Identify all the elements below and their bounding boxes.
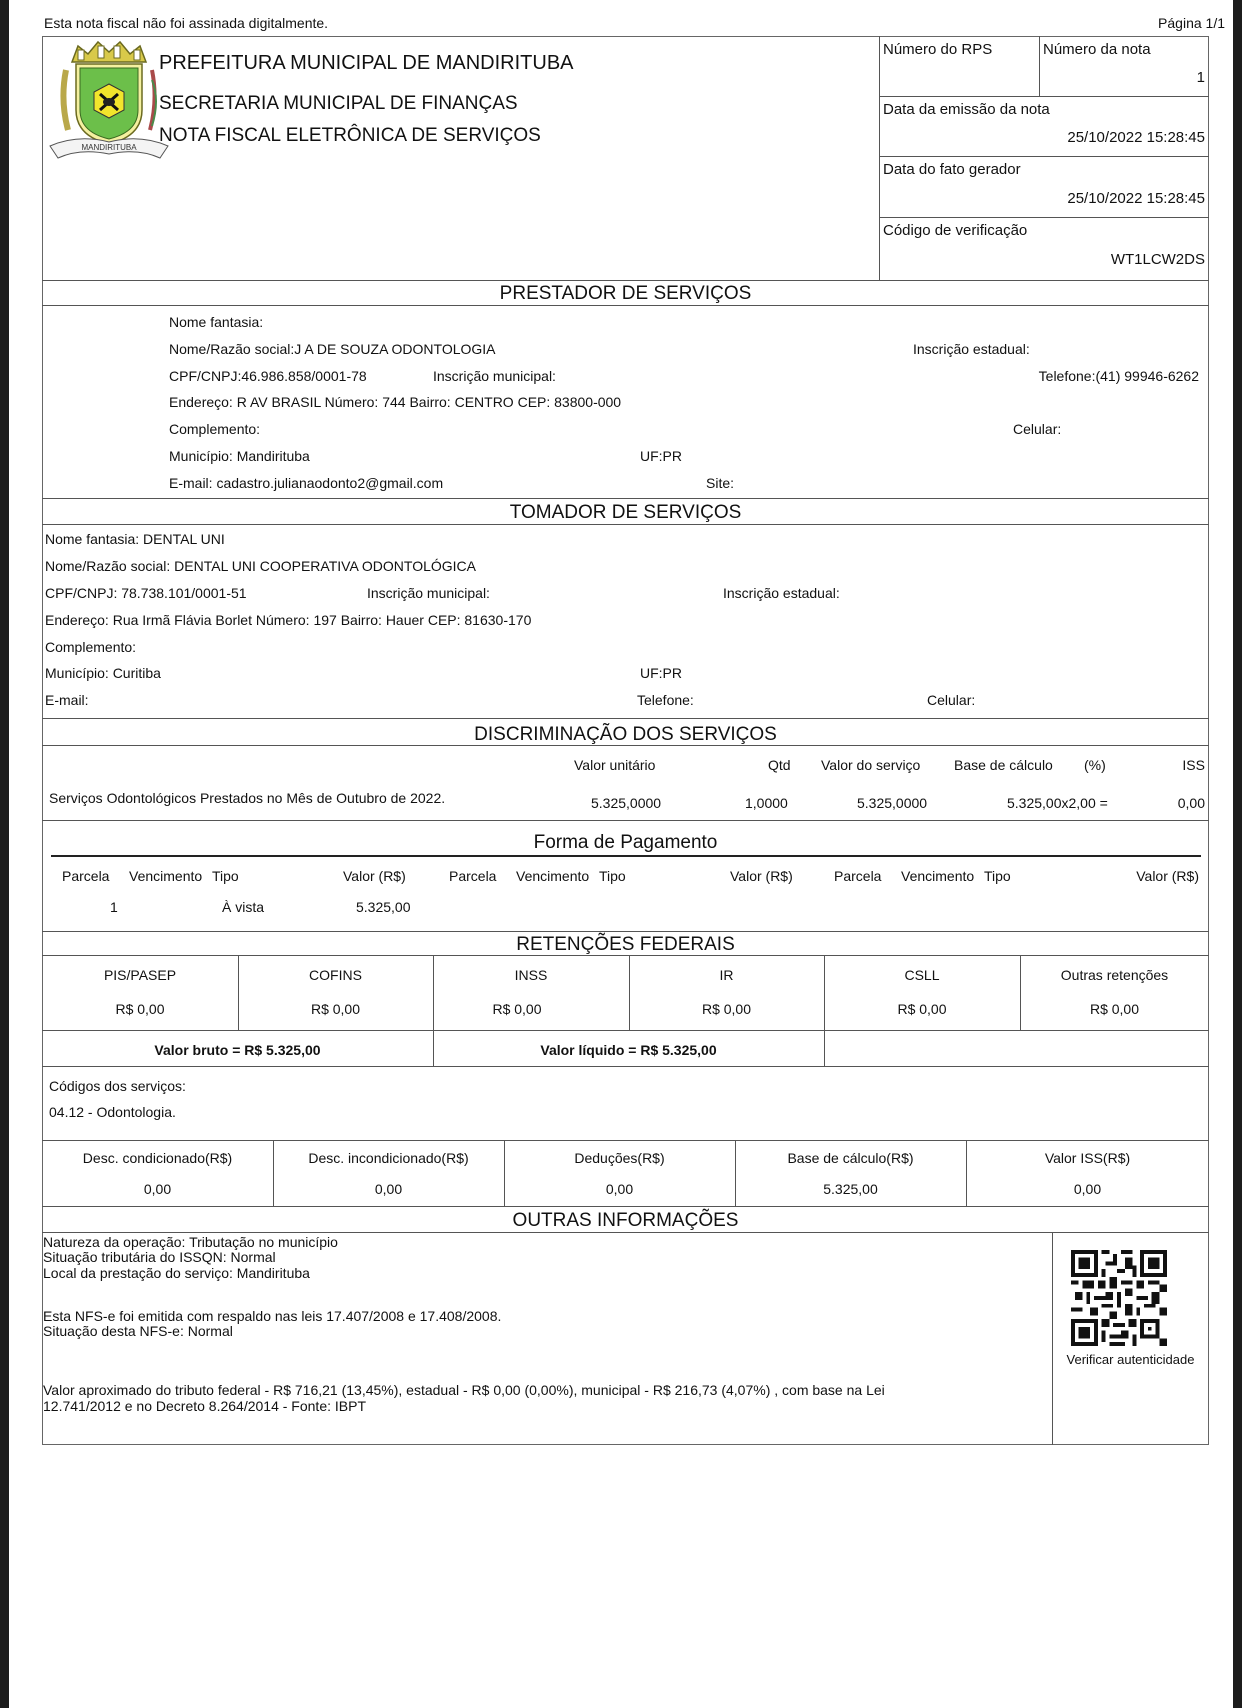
situacao-tributaria: Situação tributária do ISSQN: Normal [43, 1249, 276, 1265]
tomador-cnpj: CPF/CNPJ: 78.738.101/0001-51 [45, 585, 247, 601]
servico-iss: 0,00 [1177, 795, 1205, 811]
tomador-section-title: TOMADOR DE SERVIÇOS [509, 502, 742, 523]
prestador-razao-social: Nome/Razão social:J A DE SOUZA ODONTOLOGIA [169, 341, 496, 357]
invoice-page [9, 0, 1233, 1708]
tomador-inscricao-estadual: Inscrição estadual: [723, 585, 840, 601]
pag-valor-value: 5.325,00 [356, 899, 411, 915]
pag-col-tipo-2: Tipo [599, 868, 626, 884]
verificar-autenticidade-link[interactable]: Verificar autenticidade [1066, 1352, 1195, 1367]
pag-col-parcela-1: Parcela [62, 868, 110, 884]
retencao-inss-label: INSS [514, 967, 548, 983]
pag-col-parcela-3: Parcela [834, 868, 882, 884]
pag-col-valor-3: Valor (R$) [1136, 868, 1199, 884]
tributos-aproximados-line2: 12.741/2012 e no Decreto 8.264/2014 - Fonte: IBPT [43, 1398, 366, 1414]
pag-col-valor-1: Valor (R$) [343, 868, 406, 884]
servico-qtd: 1,0000 [745, 795, 788, 811]
pag-col-vencimento-1: Vencimento [129, 868, 203, 884]
emissao-label: Data da emissão da nota [883, 101, 1050, 118]
codigo-verificacao-value: WT1LCW2DS [1110, 251, 1205, 268]
discriminacao-section-title: DISCRIMINAÇÃO DOS SERVIÇOS [474, 724, 777, 745]
tomador-celular: Celular: [927, 692, 976, 708]
retencao-ir-label: IR [719, 967, 734, 983]
outras-section-title: OUTRAS INFORMAÇÕES [512, 1210, 739, 1231]
valor-liquido: Valor líquido = R$ 5.325,00 [540, 1042, 717, 1058]
servico-descricao: Serviços Odontológicos Prestados no Mês de Outubro de 2022. [49, 790, 446, 806]
rps-label: Número do RPS [883, 41, 993, 58]
fato-gerador-label: Data do fato gerador [883, 161, 1021, 178]
prestador-inscricao-municipal: Inscrição municipal: [433, 368, 556, 384]
retencao-cofins-value: R$ 0,00 [310, 1001, 361, 1017]
prestador-celular: Celular: [1013, 421, 1062, 437]
col-base-calculo: Base de cálculo [954, 757, 1053, 773]
servico-base-aliquota: 5.325,00x2,00 = [1007, 795, 1108, 811]
col-iss: ISS [1182, 757, 1205, 773]
desc-incondicionado-label: Desc. incondicionado(R$) [308, 1150, 469, 1166]
page-indicator: Página 1/1 [1158, 15, 1225, 31]
pag-parcela-value: 1 [110, 899, 118, 915]
col-valor-unitario: Valor unitário [574, 757, 656, 773]
nota-number-value: 1 [1196, 69, 1205, 86]
tomador-complemento: Complemento: [45, 639, 137, 655]
valor-iss-value: 0,00 [1073, 1181, 1102, 1197]
pag-col-vencimento-3: Vencimento [901, 868, 975, 884]
tomador-nome-fantasia: Nome fantasia: DENTAL UNI [45, 531, 225, 547]
emissao-value: 25/10/2022 15:28:45 [1067, 129, 1205, 146]
retencao-pis-value: R$ 0,00 [115, 1001, 165, 1017]
pag-col-valor-2: Valor (R$) [730, 868, 793, 884]
prestador-municipio: Município: Mandirituba [169, 448, 310, 464]
prestador-inscricao-estadual: Inscrição estadual: [913, 341, 1030, 357]
base-calculo-value: 5.325,00 [823, 1181, 878, 1197]
codigos-value: 04.12 - Odontologia. [49, 1104, 176, 1120]
pag-col-parcela-2: Parcela [449, 868, 497, 884]
local-prestacao: Local da prestação do serviço: Mandirituba [43, 1265, 310, 1281]
pag-tipo-value: À vista [222, 899, 265, 915]
prestador-endereco: Endereço: R AV BRASIL Número: 744 Bairro: CENTRO CEP: 83800-000 [169, 394, 622, 410]
svg-text:MANDIRITUBA: MANDIRITUBA [81, 143, 137, 152]
retencao-outras-value: R$ 0,00 [1089, 1001, 1140, 1017]
desc-incondicionado-value: 0,00 [374, 1181, 403, 1197]
prestador-cnpj: CPF/CNPJ:46.986.858/0001-78 [169, 368, 367, 384]
municipal-coat-of-arms-icon [48, 40, 170, 165]
prestador-telefone: Telefone:(41) 99946-6262 [1038, 368, 1199, 384]
header-nota-fiscal-title: NOTA FISCAL ELETRÔNICA DE SERVIÇOS [159, 125, 541, 146]
desc-condicionado-value: 0,00 [143, 1181, 172, 1197]
natureza-operacao: Natureza da operação: Tributação no município [43, 1234, 338, 1250]
prestador-uf: UF:PR [640, 448, 682, 464]
deducoes-value: 0,00 [605, 1181, 634, 1197]
servico-valor: 5.325,0000 [857, 795, 928, 811]
retencao-outras-label: Outras retenções [1060, 967, 1169, 983]
tomador-razao-social: Nome/Razão social: DENTAL UNI COOPERATIVA ODONTOLÓGICA [45, 558, 476, 574]
base-calculo-label: Base de cálculo(R$) [787, 1150, 914, 1166]
retencao-pis-label: PIS/PASEP [103, 967, 177, 983]
retencao-csll-value: R$ 0,00 [897, 1001, 947, 1017]
tomador-telefone: Telefone: [637, 692, 694, 708]
retencao-ir-value: R$ 0,00 [701, 1001, 752, 1017]
header-secretaria: SECRETARIA MUNICIPAL DE FINANÇAS [159, 93, 518, 114]
codigos-label: Códigos dos serviços: [49, 1078, 186, 1094]
valor-bruto: Valor bruto = R$ 5.325,00 [154, 1042, 321, 1058]
retencoes-section-title: RETENÇÕES FEDERAIS [516, 934, 735, 955]
tributos-aproximados-line1: Valor aproximado do tributo federal - R$ 716,21 (13,45%), estadual - R$ 0,00 (0,00%), municipal - R$ 216,73 (4,07%) , com base na Lei [43, 1382, 885, 1398]
qr-code-icon[interactable] [1071, 1250, 1167, 1346]
prestador-site: Site: [706, 475, 735, 491]
retencao-csll-label: CSLL [904, 967, 940, 983]
desc-condicionado-label: Desc. condicionado(R$) [82, 1150, 233, 1166]
header-prefeitura: PREFEITURA MUNICIPAL DE MANDIRITUBA [159, 52, 574, 74]
retencao-inss-value: R$ 0,00 [492, 1001, 542, 1017]
pag-col-tipo-3: Tipo [984, 868, 1011, 884]
signature-notice: Esta nota fiscal não foi assinada digitalmente. [44, 15, 329, 31]
deducoes-label: Deduções(R$) [574, 1150, 665, 1166]
fato-gerador-value: 25/10/2022 15:28:45 [1067, 190, 1205, 207]
nota-number-label: Número da nota [1043, 41, 1151, 58]
col-valor-servico: Valor do serviço [821, 757, 921, 773]
retencao-cofins-label: COFINS [309, 967, 362, 983]
tomador-uf: UF:PR [640, 665, 682, 681]
codigo-verificacao-label: Código de verificação [883, 222, 1028, 239]
pagamento-section-title: Forma de Pagamento [533, 832, 718, 853]
tomador-endereco: Endereço: Rua Irmã Flávia Borlet Número: 197 Bairro: Hauer CEP: 81630-170 [45, 612, 532, 628]
prestador-nome-fantasia: Nome fantasia: [169, 314, 264, 330]
prestador-section-title: PRESTADOR DE SERVIÇOS [499, 283, 752, 304]
tomador-email: E-mail: [45, 692, 89, 708]
tomador-inscricao-municipal: Inscrição municipal: [367, 585, 490, 601]
pag-col-tipo-1: Tipo [212, 868, 239, 884]
prestador-email: E-mail: cadastro.julianaodonto2@gmail.com [169, 475, 444, 491]
leis-respaldo: Esta NFS-e foi emitida com respaldo nas leis 17.407/2008 e 17.408/2008. [43, 1308, 502, 1324]
prestador-complemento: Complemento: [169, 421, 261, 437]
col-aliquota: (%) [1084, 757, 1106, 773]
valor-iss-label: Valor ISS(R$) [1044, 1150, 1131, 1166]
tomador-municipio: Município: Curitiba [45, 665, 161, 681]
col-qtd: Qtd [768, 757, 791, 773]
situacao-nfse: Situação desta NFS-e: Normal [43, 1323, 233, 1339]
pag-col-vencimento-2: Vencimento [516, 868, 590, 884]
servico-valor-unitario: 5.325,0000 [591, 795, 662, 811]
